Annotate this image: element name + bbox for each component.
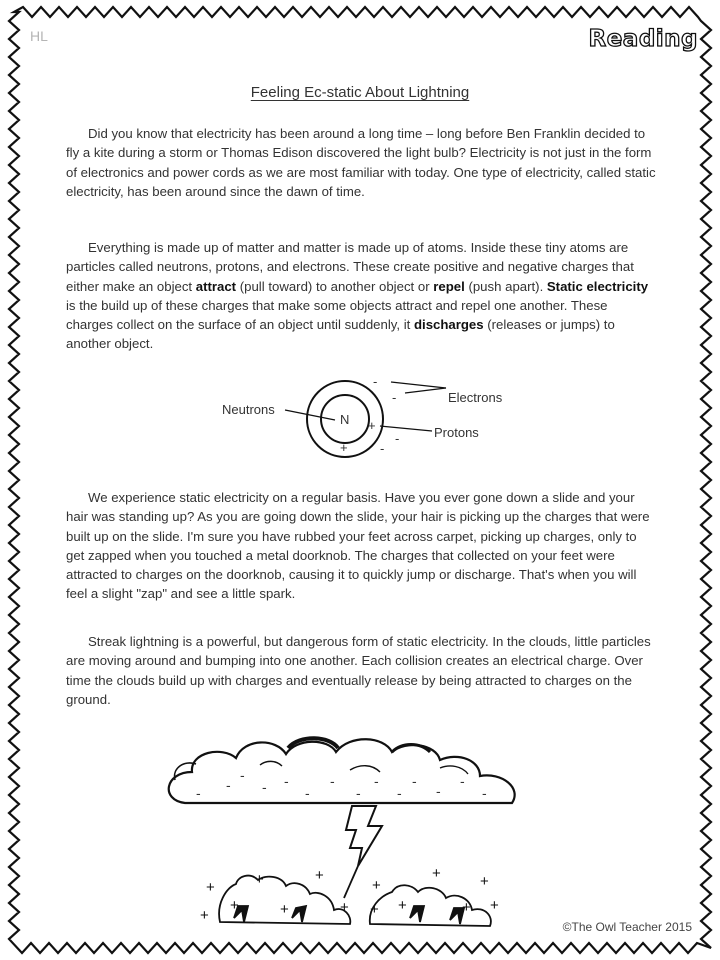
positive-charge-sign: +: [398, 897, 407, 914]
paragraph-1: Did you know that electricity has been around a long time – long before Ben Franklin decided to fly a kite during a storm or Thomas Edison discovered the light bulb? Electricity is not just in the form of electronics and power cords as we are most familiar with today. One type of electricity, called static electricity, has been around since the dawn of time.: [66, 126, 656, 199]
negative-charge-sign: -: [226, 777, 231, 793]
electron-sign: -: [380, 441, 385, 456]
negative-charge-sign: -: [460, 773, 465, 789]
term-repel: repel: [433, 278, 465, 294]
negative-charge-sign: -: [305, 785, 310, 801]
electron-sign: -: [392, 390, 397, 405]
negative-charge-sign: -: [356, 785, 361, 801]
negative-charge-sign: -: [284, 773, 289, 789]
positive-charge-sign: +: [255, 871, 264, 888]
negative-charge-sign: -: [436, 783, 441, 799]
label-protons: Protons: [434, 425, 479, 440]
positive-charge-sign: +: [206, 879, 215, 896]
p2-text-a: Everything is made up of matter and matter is made up of atoms. Inside these tiny atoms are particles called neutrons, protons, and electrons. These create positive and negative charges that either make an object: [66, 240, 634, 294]
proton-sign: +: [368, 418, 376, 433]
electron-sign: -: [395, 431, 400, 446]
term-static-electricity: Static electricity: [546, 278, 649, 294]
negative-charge-sign: -: [412, 773, 417, 789]
reading-tag: Reading: [588, 26, 698, 52]
negative-charge-sign: -: [482, 785, 487, 801]
positive-charge-sign: +: [315, 867, 324, 884]
electron-sign: -: [373, 374, 378, 389]
paragraph-3: We experience static electricity on a regular basis. Have you ever gone down a slide and your hair was standing up? As you are going down the slide, your hair is picking up the charges that were built up on the slide. I'm sure you have rubbed your feet across carpet, picking up charges, only to get zapped when you touched a metal doorknob. The charges that collected on your feet were attracted to charges on the doorknob, causing it to quickly jump or discharge. That's when you will feel a slight "zap" and see a little spark.: [66, 490, 650, 602]
positive-charge-sign: +: [480, 873, 489, 890]
positive-charge-sign: +: [432, 865, 441, 882]
p2-text-b: (pull toward) to another object or: [236, 278, 434, 294]
nucleus-letter: N: [340, 412, 350, 427]
copyright-footer: ©The Owl Teacher 2015: [562, 920, 692, 934]
paragraph-4: Streak lightning is a powerful, but dangerous form of static electricity. In the clouds, little particles are moving around and bumping into one another. Each collision creates an electrical charge. Over time the clouds build up with charges and eventually release by being attracted to charges on the ground.: [66, 634, 651, 707]
positive-charge-sign: +: [280, 901, 289, 918]
positive-charge-sign: +: [200, 907, 209, 924]
p2-text-c: (push apart).: [464, 278, 547, 294]
level-label: HL: [30, 28, 48, 44]
negative-charge-sign: -: [262, 779, 267, 795]
positive-charge-sign: +: [370, 901, 379, 918]
term-attract: attract: [195, 278, 237, 294]
term-discharges: discharges: [413, 317, 484, 333]
positive-charge-sign: +: [340, 899, 349, 916]
label-electrons: Electrons: [448, 390, 503, 405]
negative-charge-sign: -: [196, 785, 201, 801]
negative-charge-sign: -: [374, 773, 379, 789]
positive-charge-sign: +: [372, 877, 381, 894]
negative-charge-sign: -: [397, 785, 402, 801]
label-neutrons: Neutrons: [222, 402, 275, 417]
negative-charge-sign: -: [240, 767, 245, 783]
storm-cloud: [169, 738, 515, 803]
page-title: Feeling Ec-static About Lightning: [250, 84, 470, 101]
lightning-bolt-icon: [346, 806, 382, 866]
proton-sign: +: [340, 440, 348, 455]
positive-charge-sign: +: [490, 897, 499, 914]
p2-text-e: (releases or jumps) to another object.: [66, 317, 615, 352]
positive-charge-sign: +: [230, 897, 239, 914]
positive-charge-sign: +: [462, 899, 471, 916]
p2-text-d: is the build up of these charges that make some objects attract and repel one another. These charges collect on the surface of an object until suddenly, it: [66, 297, 608, 333]
negative-charge-sign: -: [330, 773, 335, 789]
